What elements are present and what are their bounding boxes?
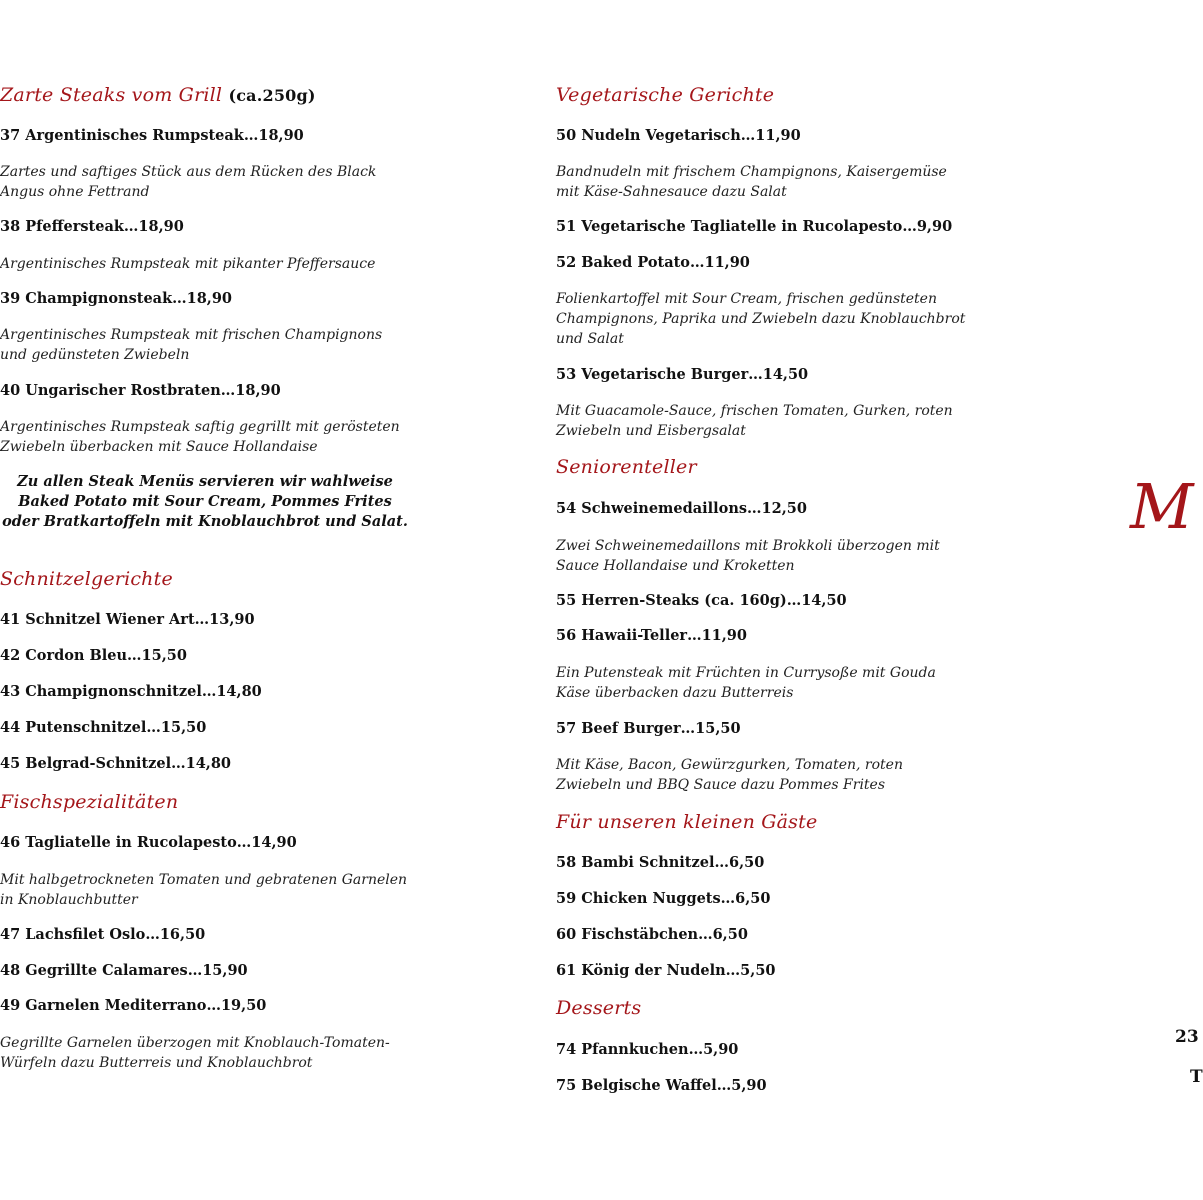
section-title-suffix: (ca.250g)	[228, 86, 316, 105]
menu-item: 58 Bambi Schnitzel…6,50	[556, 854, 765, 871]
section-heading-fisch	[0, 791, 178, 813]
section-heading-kinder	[556, 811, 817, 833]
menu-item: 53 Vegetarische Burger…14,50	[556, 366, 809, 383]
menu-item: 52 Baked Potato…11,90	[556, 254, 750, 271]
menu-item-description: Argentinisches Rumpsteak mit pikanter Pfeffersauce	[0, 256, 376, 272]
menu-item-description: Zartes und saftiges Stück aus dem Rücken des Black Angus ohne Fettrand	[0, 164, 377, 200]
menu-item: 38 Pfeffersteak…18,90	[0, 218, 184, 235]
menu-item: 61 König der Nudeln…5,50	[556, 962, 776, 979]
menu-item-description: Ein Putensteak mit Früchten in Currysoße mit Gouda Käse überbacken dazu Butterreis	[556, 665, 936, 701]
steak-side-note: Zu allen Steak Menüs servieren wir wahlweise Baked Potato mit Sour Cream, Pommes Frites oder Bratkartoffeln mit Knoblauchbrot und Salat.	[2, 473, 408, 530]
menu-item: 45 Belgrad-Schnitzel…14,80	[0, 755, 232, 772]
section-title: Vegetarische Gerichte	[556, 84, 775, 106]
menu-item: 49 Garnelen Mediterrano…19,50	[0, 997, 267, 1014]
menu-item-description: Mit Guacamole-Sauce, frischen Tomaten, Gurken, roten Zwiebeln und Eisbergsalat	[556, 403, 953, 439]
cover-title-initial: M	[1130, 470, 1194, 543]
menu-item-description: Zwei Schweinemedaillons mit Brokkoli überzogen mit Sauce Hollandaise und Kroketten	[556, 538, 940, 574]
menu-item: 59 Chicken Nuggets…6,50	[556, 890, 771, 907]
section-title: Zarte Steaks vom Grill	[0, 84, 223, 106]
menu-item: 60 Fischstäbchen…6,50	[556, 926, 748, 943]
section-heading-vegetarisch	[556, 84, 774, 106]
menu-item: 40 Ungarischer Rostbraten…18,90	[0, 382, 281, 399]
menu-item-description: Bandnudeln mit frischem Champignons, Kaisergemüse mit Käse-Sahnesauce dazu Salat	[556, 164, 947, 200]
section-heading-schnitzel	[0, 568, 173, 590]
menu-item: 43 Champignonschnitzel…14,80	[0, 683, 262, 700]
section-title: Desserts	[556, 997, 642, 1019]
menu-item-description: Mit Käse, Bacon, Gewürzgurken, Tomaten, roten Zwiebeln und BBQ Sauce dazu Pommes Frites	[556, 757, 903, 793]
menu-item-description: Argentinisches Rumpsteak mit frischen Champignons und gedünsteten Zwiebeln	[0, 327, 383, 363]
menu-item: 46 Tagliatelle in Rucolapesto…14,90	[0, 834, 297, 851]
section-title: Fischspezialitäten	[0, 791, 179, 813]
menu-item: 44 Putenschnitzel…15,50	[0, 719, 207, 736]
menu-item: 51 Vegetarische Tagliatelle in Rucolapesto…9,90	[556, 218, 953, 235]
menu-item: 56 Hawaii-Teller…11,90	[556, 627, 747, 644]
section-title: Für unseren kleinen Gäste	[556, 811, 818, 833]
section-heading-senioren	[556, 456, 697, 478]
menu-item: 75 Belgische Waffel…5,90	[556, 1077, 767, 1094]
menu-item: 37 Argentinisches Rumpsteak…18,90	[0, 127, 304, 144]
menu-item-description: Mit halbgetrockneten Tomaten und gebratenen Garnelen in Knoblauchbutter	[0, 872, 408, 908]
menu-item: 42 Cordon Bleu…15,50	[0, 647, 187, 664]
section-heading-desserts	[556, 997, 641, 1019]
menu-item-description: Argentinisches Rumpsteak saftig gegrillt mit gerösteten Zwiebeln überbacken mit Sauce Hollandaise	[0, 419, 400, 455]
cover-address-number: 23	[1175, 1027, 1199, 1047]
menu-item: 55 Herren-Steaks (ca. 160g)…14,50	[556, 592, 847, 609]
menu-item: 39 Champignonsteak…18,90	[0, 290, 233, 307]
section-title: Seniorenteller	[556, 456, 697, 478]
menu-item: 48 Gegrillte Calamares…15,90	[0, 962, 248, 979]
cover-contact-initial: T	[1190, 1067, 1203, 1087]
menu-item: 47 Lachsfilet Oslo…16,50	[0, 926, 206, 943]
menu-item-description: Folienkartoffel mit Sour Cream, frischen gedünsteten Champignons, Paprika und Zwiebeln dazu Knoblauchbrot und Salat	[556, 291, 966, 347]
menu-item: 50 Nudeln Vegetarisch…11,90	[556, 127, 801, 144]
menu-item: 57 Beef Burger…15,50	[556, 720, 741, 737]
section-title: Schnitzelgerichte	[0, 568, 173, 590]
menu-item-description: Gegrillte Garnelen überzogen mit Knoblauch-Tomaten-Würfeln dazu Butterreis und Knoblauchbrot	[0, 1035, 390, 1071]
section-heading-steaks	[0, 84, 316, 106]
menu-item: 74 Pfannkuchen…5,90	[556, 1041, 739, 1058]
menu-item: 54 Schweinemedaillons…12,50	[556, 500, 807, 517]
menu-item: 41 Schnitzel Wiener Art…13,90	[0, 611, 255, 628]
